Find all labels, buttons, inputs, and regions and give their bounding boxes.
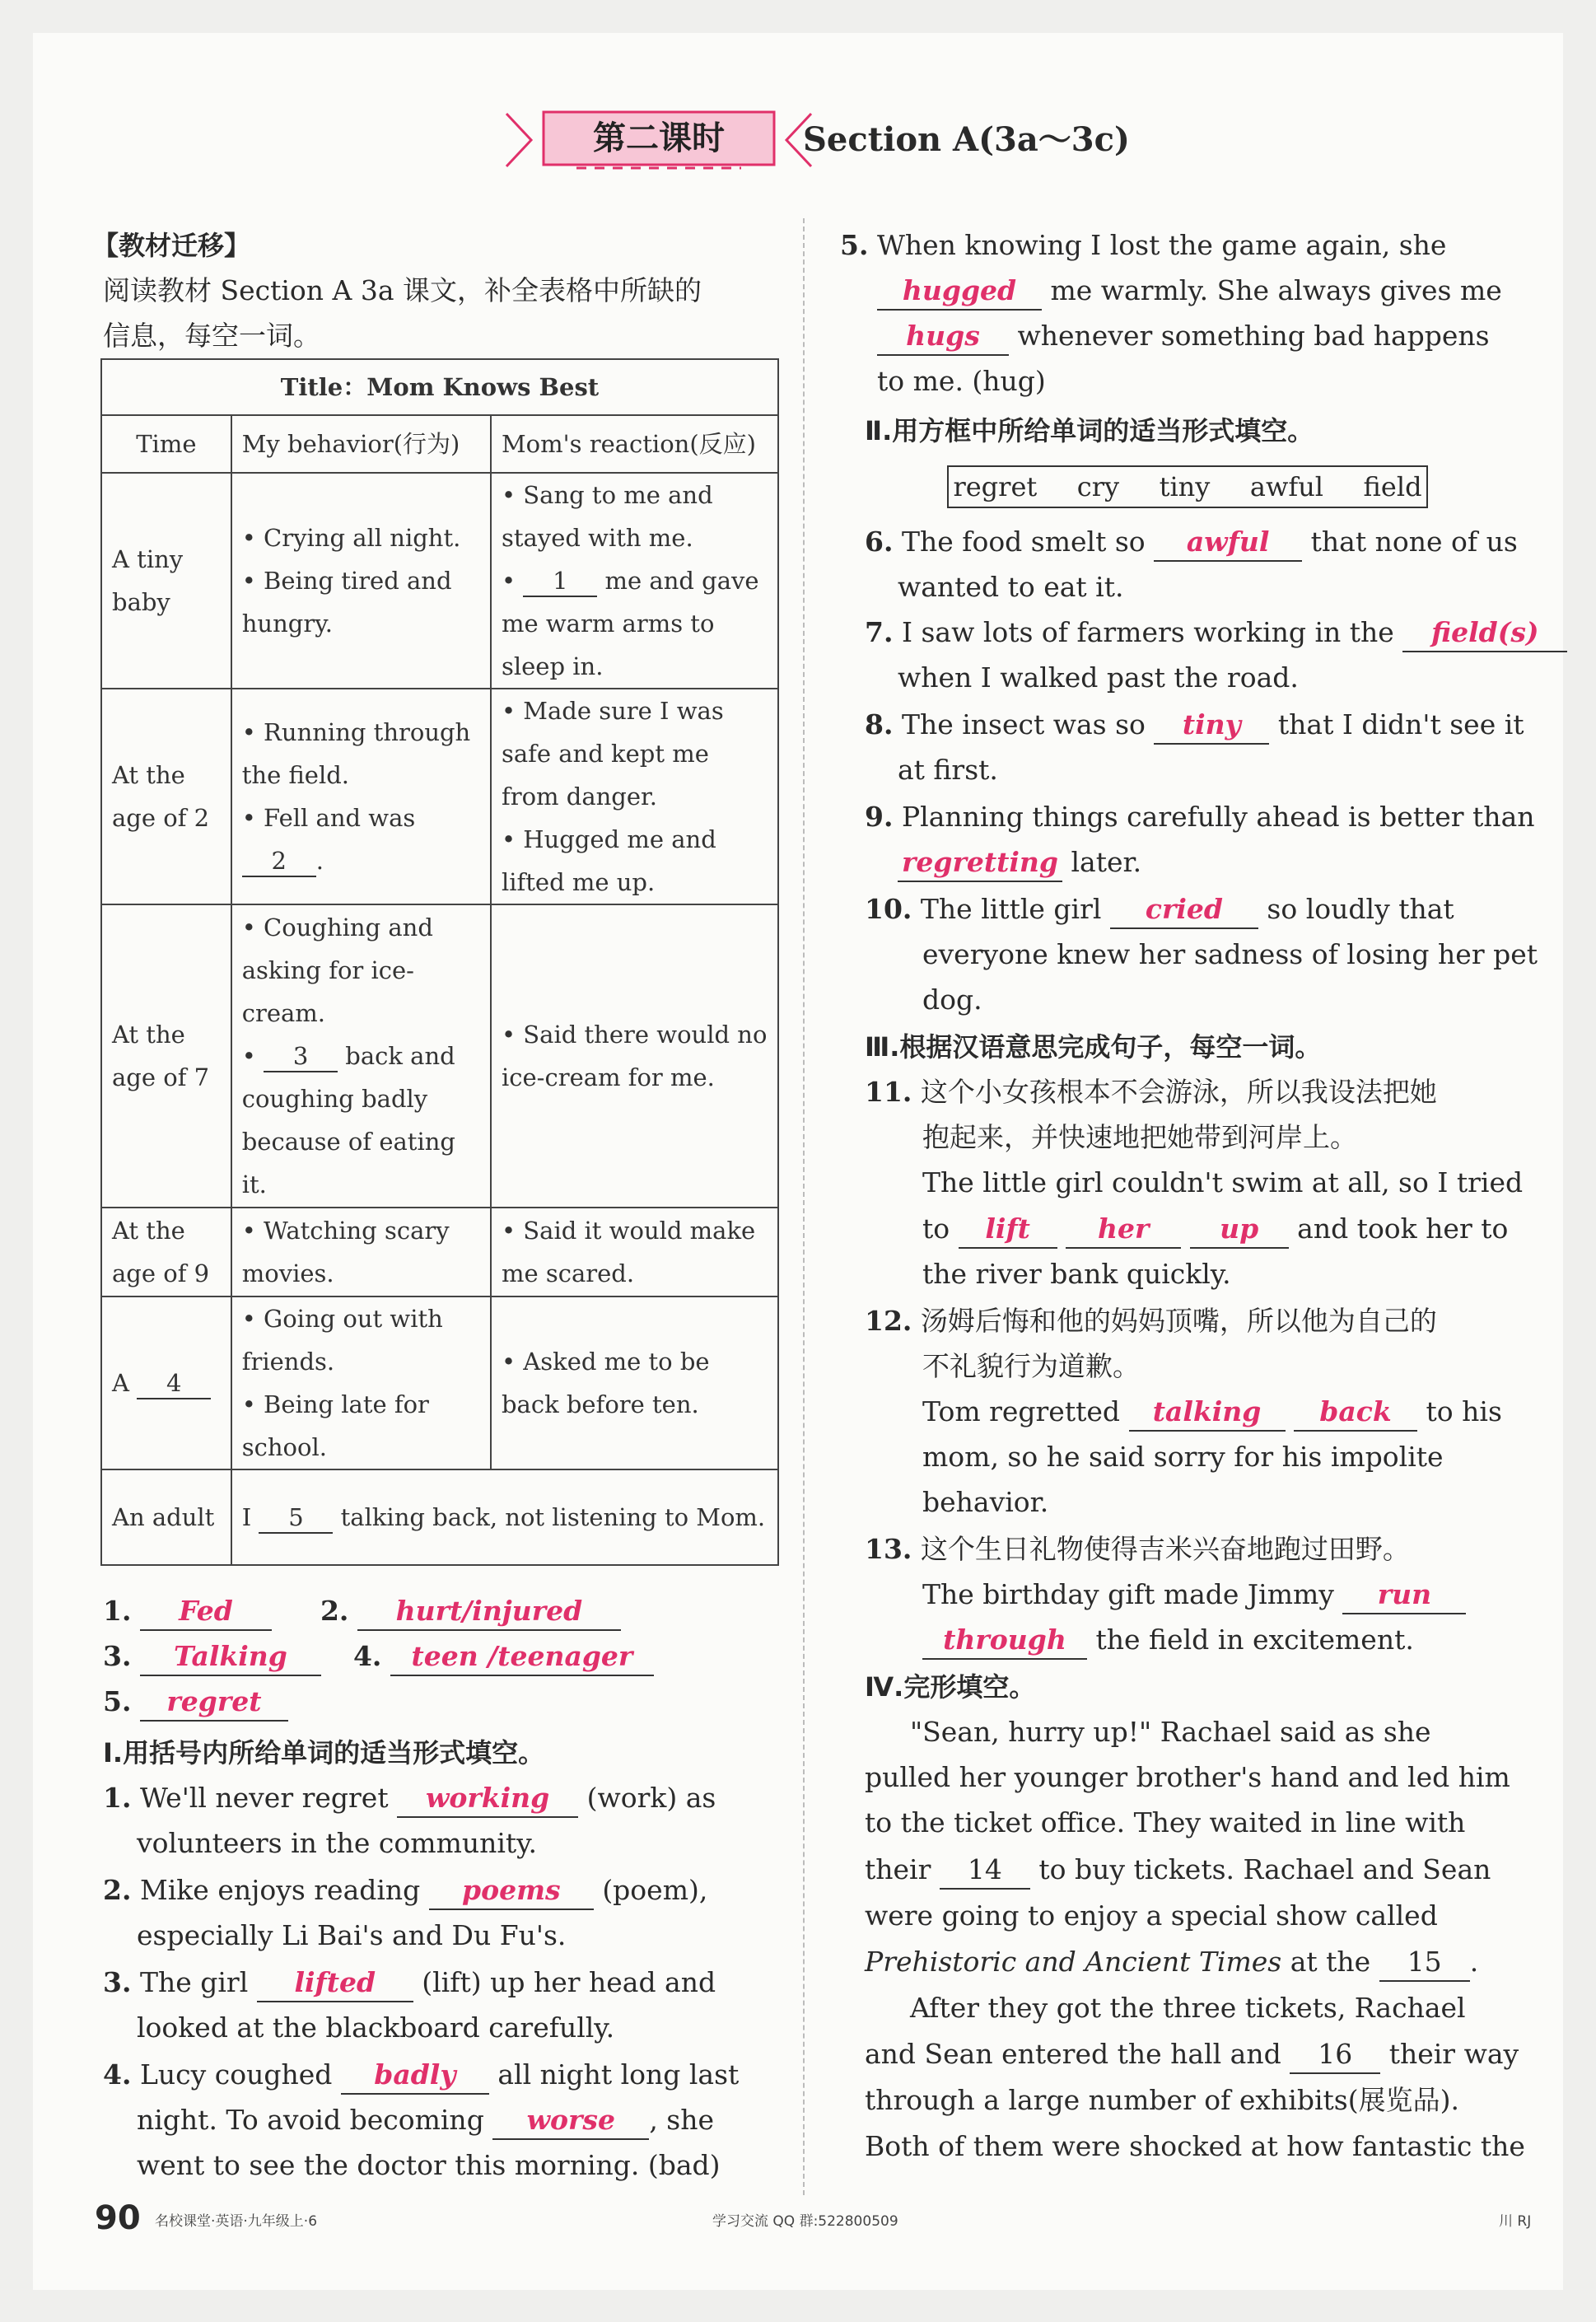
passage-line: to the ticket office. They waited in line with xyxy=(865,1806,1466,1838)
answer-blank[interactable]: lift xyxy=(959,1211,1057,1249)
passage-line: Both of them were shocked at how fantastic the xyxy=(865,2130,1525,2162)
question-10-line-2: everyone knew her sadness of losing her pet xyxy=(922,938,1538,970)
behavior-item: • Being late for school. xyxy=(241,1390,429,1461)
edition-code: 川 RJ xyxy=(1499,2213,1532,2230)
column-divider xyxy=(803,218,805,2195)
answer-blank[interactable]: back xyxy=(1294,1394,1417,1432)
answer-blank[interactable]: lifted xyxy=(257,1965,413,2002)
row-behavior xyxy=(231,1296,491,1469)
question-5-line-4: to me. (hug) xyxy=(877,365,1046,397)
table-row xyxy=(101,1469,778,1565)
table-row xyxy=(101,1208,778,1296)
question-5-line-2: hugged me warmly. She always gives me xyxy=(877,268,1502,314)
table-row xyxy=(101,689,778,904)
behavior-item: • Being tired and hungry. xyxy=(241,567,452,638)
row-behavior xyxy=(231,473,491,689)
question-6: 6. The food smelt so awful that none of us xyxy=(865,519,1518,565)
mom-table xyxy=(100,358,779,1566)
section-title: Section A(3a～3c) xyxy=(803,120,1130,159)
question-6-line-2: wanted to eat it. xyxy=(898,571,1124,603)
passage-line: Prehistoric and Ancient Times at the 15 . xyxy=(865,1939,1478,1985)
page xyxy=(33,33,1563,2290)
cloze-blank-16[interactable]: 16 xyxy=(1290,2036,1380,2074)
question-9-line-2: regretting later. xyxy=(898,839,1141,885)
passage-line: pulled her younger brother's hand and led him xyxy=(865,1761,1510,1793)
section-2-title: Ⅱ.用方框中所给单词的适当形式填空。 xyxy=(865,415,1314,446)
answer-blank[interactable]: Talking xyxy=(140,1638,321,1676)
table-title: Title：Mom Knows Best xyxy=(101,359,778,415)
question-4-line-3: went to see the doctor this morning. (bad) xyxy=(137,2149,721,2181)
cloze-blank-14[interactable]: 14 xyxy=(940,1852,1030,1890)
table-answers-row-3: 5. regret xyxy=(103,1679,288,1725)
passage-line: and Sean entered the hall and 16 their way xyxy=(865,2031,1519,2077)
answer-blank[interactable]: run xyxy=(1342,1577,1466,1614)
question-3: 3. The girl lifted (lift) up her head and xyxy=(103,1960,716,2006)
answer-blank[interactable]: hurt/injured xyxy=(357,1593,621,1631)
row-behavior xyxy=(231,689,491,904)
badge-text: 第二课时 xyxy=(593,119,725,157)
table-row xyxy=(101,473,778,689)
table-row xyxy=(101,1296,778,1469)
blank-3[interactable]: 3 xyxy=(264,1041,338,1072)
reaction-item: • 1 me and gave me warm arms to sleep in. xyxy=(501,567,759,680)
row-time: A tiny baby xyxy=(101,473,231,689)
page-number: 90 xyxy=(95,2199,141,2237)
question-7-line-2: when I walked past the road. xyxy=(898,661,1299,694)
left-instruction-2: 信息，每空一词。 xyxy=(103,320,320,352)
answer-blank[interactable]: regret xyxy=(140,1684,288,1722)
answer-blank[interactable]: hugs xyxy=(877,318,1009,356)
question-8: 8. The insect was so tiny that I didn't see it xyxy=(865,702,1524,748)
col-header-behavior: My behavior(行为) xyxy=(231,415,491,473)
left-instruction-1: 阅读教材 Section A 3a 课文，补全表格中所缺的 xyxy=(103,274,702,306)
question-12-line-1: Tom regretted talking back to his xyxy=(922,1389,1502,1435)
row-time: An adult xyxy=(101,1469,231,1565)
answer-blank[interactable]: hugged xyxy=(877,273,1042,311)
row-time: At the age of 2 xyxy=(101,689,231,904)
question-11: 11. 这个小女孩根本不会游泳，所以我设法把她 xyxy=(865,1076,1437,1108)
question-3-line-2: looked at the blackboard carefully. xyxy=(137,2011,615,2044)
row-reaction xyxy=(491,689,778,904)
question-2-line-2: especially Li Bai's and Du Fu's. xyxy=(137,1919,567,1951)
question-12-line-2: mom, so he said sorry for his impolite xyxy=(922,1441,1444,1473)
question-11-line-3: the river bank quickly. xyxy=(922,1258,1231,1290)
lesson-badge xyxy=(494,107,824,173)
row-reaction: • Said there would no ice-cream for me. xyxy=(491,904,778,1208)
section-4-title: Ⅳ.完形填空。 xyxy=(865,1671,1036,1703)
question-4: 4. Lucy coughed badly all night long last xyxy=(103,2052,739,2098)
question-1: 1. We'll never regret working (work) as xyxy=(103,1775,716,1821)
passage-line: After they got the three tickets, Rachael xyxy=(910,1992,1466,2024)
answer-blank[interactable]: Fed xyxy=(140,1593,272,1631)
row-time: A 4 xyxy=(101,1296,231,1469)
question-9: 9. Planning things carefully ahead is better than xyxy=(865,801,1535,833)
question-13-line-1: The birthday gift made Jimmy run xyxy=(922,1572,1466,1618)
section-3-title: Ⅲ.根据汉语意思完成句子，每空一词。 xyxy=(865,1031,1322,1063)
left-heading: 【教材迁移】 xyxy=(92,230,251,261)
question-5-line-3: hugs whenever something bad happens xyxy=(877,313,1490,359)
question-1-line-2: volunteers in the community. xyxy=(137,1827,537,1859)
col-header-time: Time xyxy=(101,415,231,473)
question-2: 2. Mike enjoys reading poems (poem), xyxy=(103,1867,707,1913)
answer-blank[interactable]: field(s) xyxy=(1402,614,1567,652)
blank-1[interactable]: 1 xyxy=(523,566,597,597)
passage-line: through a large number of exhibits(展览品). xyxy=(865,2084,1459,2116)
passage-line: their 14 to buy tickets. Rachael and Sean xyxy=(865,1847,1491,1893)
question-8-line-2: at first. xyxy=(898,754,998,786)
behavior-item: • Crying all night. xyxy=(241,524,461,552)
question-12-line-3: behavior. xyxy=(922,1486,1049,1518)
passage-line: were going to enjoy a special show called xyxy=(865,1899,1438,1932)
question-7: 7. I saw lots of farmers working in the field(s) xyxy=(865,610,1567,656)
answer-blank[interactable]: regretting xyxy=(898,844,1062,882)
answer-blank[interactable]: awful xyxy=(1154,524,1302,562)
row-reaction xyxy=(491,473,778,689)
behavior-item: • Going out with friends. xyxy=(241,1305,443,1376)
qq-group: 学习交流 QQ 群:522800509 xyxy=(712,2213,898,2230)
question-4-line-2: night. To avoid becoming worse , she xyxy=(137,2097,714,2143)
question-10-line-3: dog. xyxy=(922,983,982,1016)
section-1-title: Ⅰ.用括号内所给单词的适当形式填空。 xyxy=(103,1737,545,1768)
answer-blank[interactable]: tiny xyxy=(1154,707,1269,745)
table-answers-row-1: 1. Fed 2. hurt/injured xyxy=(103,1588,621,1634)
reaction-item: • Hugged me and lifted me up. xyxy=(501,825,716,896)
blank-4[interactable]: 4 xyxy=(137,1368,211,1399)
answer-blank[interactable]: worse xyxy=(492,2102,649,2140)
question-12: 12. 汤姆后悔和他的妈妈顶嘴，所以他为自己的 xyxy=(865,1305,1437,1337)
book-info: 名校课堂·英语·九年级上·6 xyxy=(155,2213,318,2230)
answer-blank[interactable]: cried xyxy=(1110,891,1258,929)
table-row xyxy=(101,904,778,1208)
question-11-cn-2: 抱起来，并快速地把她带到河岸上。 xyxy=(922,1121,1357,1153)
blank-2[interactable]: 2 xyxy=(242,846,316,877)
answer-blank[interactable]: working xyxy=(397,1780,578,1818)
question-11-line-2: to lift her up and took her to xyxy=(922,1206,1508,1252)
answer-blank[interactable]: up xyxy=(1190,1211,1289,1249)
row-reaction: • Asked me to be back before ten. xyxy=(491,1296,778,1469)
row-time: At the age of 7 xyxy=(101,904,231,1208)
behavior-item: • Fell and was 2 . xyxy=(242,797,480,882)
behavior-item: • 3 back and coughing badly because of eating it. xyxy=(241,1042,455,1198)
blank-5[interactable]: 5 xyxy=(259,1502,333,1534)
answer-blank[interactable]: badly xyxy=(341,2057,489,2095)
cloze-blank-15[interactable]: 15 xyxy=(1379,1944,1470,1982)
reaction-item: • Made sure I was safe and kept me from danger. xyxy=(501,697,724,811)
passage-line: "Sean, hurry up!" Rachael said as she xyxy=(910,1716,1431,1748)
answer-blank[interactable]: through xyxy=(922,1622,1087,1660)
question-13-line-2: through the field in excitement. xyxy=(922,1617,1414,1663)
row-time: At the age of 9 xyxy=(101,1208,231,1296)
answer-blank[interactable]: her xyxy=(1066,1211,1181,1249)
answer-blank[interactable]: talking xyxy=(1129,1394,1286,1432)
table-answers-row-2: 3. Talking 4. teen /teenager xyxy=(103,1633,654,1680)
question-11-line-1: The little girl couldn't swim at all, so I tried xyxy=(922,1166,1524,1198)
answer-blank[interactable]: poems xyxy=(429,1872,594,1910)
question-10: 10. The little girl cried so loudly that xyxy=(865,886,1454,932)
question-5: 5. When knowing I lost the game again, she xyxy=(840,229,1447,261)
col-header-reaction: Mom's reaction(反应) xyxy=(491,415,778,473)
behavior-item: • Running through the field. xyxy=(241,718,471,789)
word-box: regret cry tiny awful field xyxy=(947,465,1428,508)
reaction-item: • Sang to me and stayed with me. xyxy=(501,481,713,552)
answer-blank[interactable]: teen /teenager xyxy=(390,1638,654,1676)
row-behavior: • Watching scary movies. xyxy=(231,1208,491,1296)
behavior-item: • Coughing and asking for ice-cream. xyxy=(241,913,433,1027)
row-reaction: • Said it would make me scared. xyxy=(491,1208,778,1296)
question-12-cn-2: 不礼貌行为道歉。 xyxy=(922,1350,1140,1382)
row-behavior xyxy=(231,904,491,1208)
row-behavior: I 5 talking back, not listening to Mom. xyxy=(231,1469,778,1565)
question-13: 13. 这个生日礼物使得吉米兴奋地跑过田野。 xyxy=(865,1533,1410,1565)
